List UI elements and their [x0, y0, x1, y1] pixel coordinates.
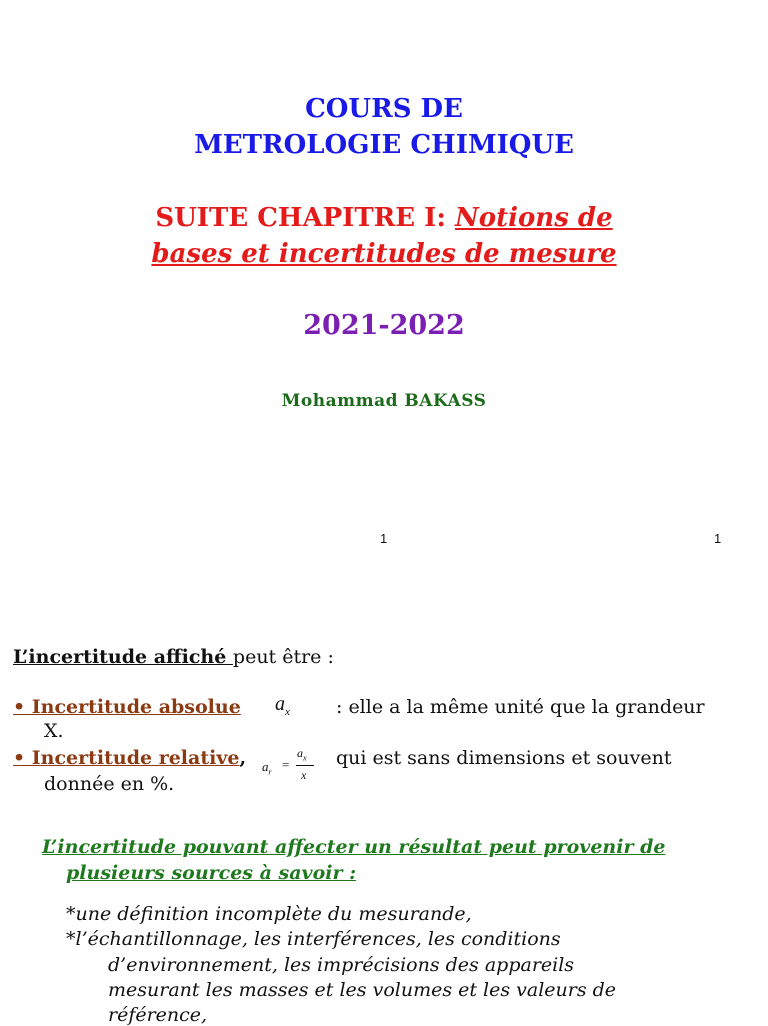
formula-lhs-a: a — [262, 759, 269, 774]
source-item-2-cont3: référence, — [108, 1004, 208, 1026]
academic-year: 2021-2022 — [303, 310, 465, 341]
relative-formula — [262, 746, 322, 790]
source-item-2-cont1: d’environnement, les imprécisions des appareils — [108, 954, 575, 976]
sources-heading-line1: L’incertitude pouvant affecter un résultat peut provenir de — [42, 836, 666, 858]
page-number-right: 1 — [714, 531, 722, 546]
heading-rest: peut être : — [232, 646, 334, 668]
relative-label: • Incertitude relative — [13, 747, 240, 769]
relative-description: qui est sans dimensions et souvent — [336, 747, 672, 769]
chapter-title-line1 — [0, 203, 768, 233]
relative-comma: , — [239, 747, 247, 769]
bullet-absolute — [13, 696, 241, 718]
formula-lhs — [262, 759, 272, 777]
content-slide — [0, 560, 768, 1024]
formula-numerator — [297, 746, 307, 762]
source-item-1: *une définition incomplète du mesurande, — [66, 903, 472, 925]
chapter-prefix: SUITE CHAPITRE I: — [155, 203, 455, 233]
relative-description-cont: donnée en %. — [44, 773, 175, 795]
page-number-center: 1 — [380, 531, 388, 546]
absolute-description: : elle a la même unité que la grandeur — [336, 696, 705, 718]
source-item-2-cont2: mesurant les masses et les volumes et les valeurs de — [108, 979, 617, 1001]
source-item-2: *l’échantillonnage, les interférences, les conditions — [66, 928, 561, 950]
absolute-symbol — [275, 693, 290, 718]
fraction-bar — [296, 765, 314, 766]
symbol-a: a — [275, 693, 285, 715]
absolute-description-cont: X. — [44, 720, 64, 742]
heading-bold: L’incertitude affiché — [13, 646, 233, 668]
uncertainty-heading — [13, 646, 334, 668]
chapter-title-line2 — [0, 239, 768, 269]
absolute-label: • Incertitude absolue — [13, 696, 241, 718]
course-title-line2: METROLOGIE CHIMIQUE — [194, 130, 574, 160]
sources-heading-line2: plusieurs sources à savoir : — [66, 862, 357, 884]
formula-lhs-sub: r — [268, 767, 272, 777]
course-title-line1: COURS DE — [305, 94, 463, 124]
formula-denominator: x — [301, 768, 307, 782]
chapter-title-a: Notions de — [454, 203, 613, 233]
author-name: Mohammad BAKASS — [281, 391, 487, 411]
bullet-relative — [13, 747, 246, 769]
formula-num-a: a — [297, 746, 303, 760]
formula-equals: = — [282, 757, 290, 772]
chapter-title-b: bases et incertitudes de mesure — [151, 239, 617, 269]
formula-num-sub: x — [303, 753, 307, 763]
symbol-sub-x: x — [285, 706, 290, 718]
